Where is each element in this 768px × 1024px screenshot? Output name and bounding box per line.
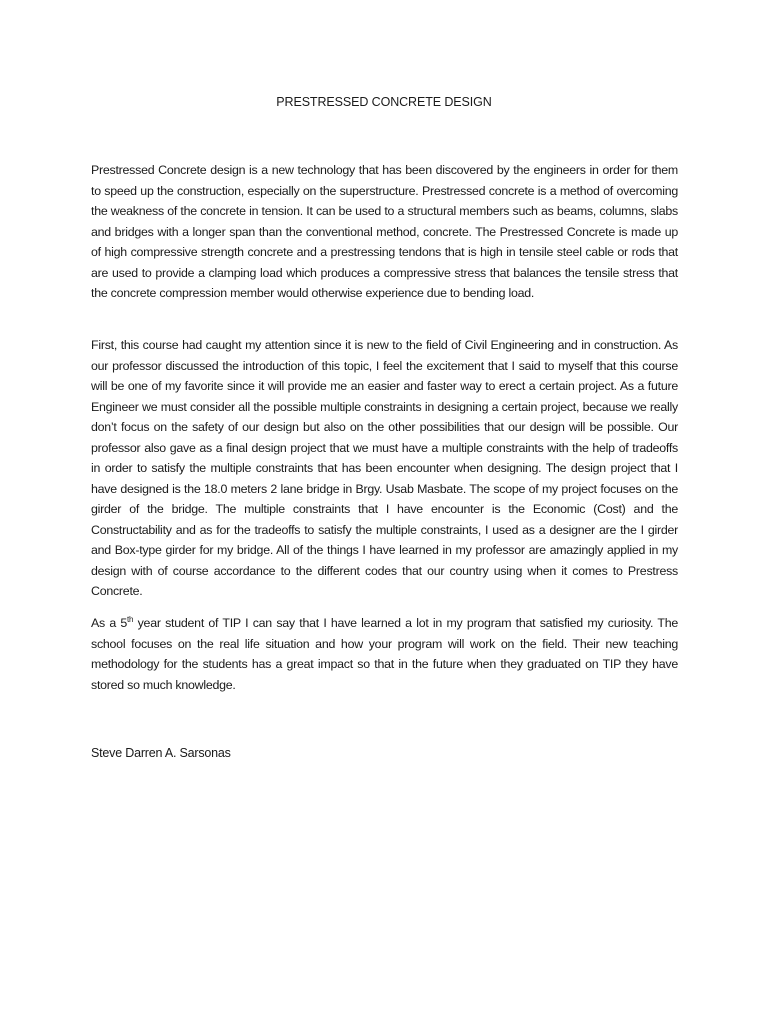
paragraph-1: Prestressed Concrete design is a new technology that has been discovered by the engineers in order for them to speed up the construction, especially on the superstructure. Prestressed concrete is a method of overcoming the weakness of the concrete in tension. It can be used to a structural members such as beams, columns, slabs and bridges with a longer span than the conventional method, concrete. The Prestressed Concrete is made up of high compressive strength concrete and a prestressing tendons that is high in tensile steel cable or rods that are used to provide a clamping load which produces a compressive stress that balances the tensile stress that the concrete compression member would otherwise experience due to bending load. bbox=[91, 163, 678, 300]
author-signature: Steve Darren A. Sarsonas bbox=[91, 746, 231, 760]
paragraph-3-rest: year student of TIP I can say that I have learned a lot in my program that satisfied my curiosity. The school focuses on the real life situation and how your program will work on the field. Their new teaching methodology for the students has a great impact so that in the future when they graduated on TIP they have stored so much knowledge. bbox=[91, 616, 678, 692]
ordinal-superscript: th bbox=[127, 614, 134, 624]
paragraph-3-start: As a 5 bbox=[91, 616, 128, 630]
document-title: PRESTRESSED CONCRETE DESIGN bbox=[276, 95, 492, 109]
paragraph-2: First, this course had caught my attention since it is new to the field of Civil Engineering and in construction. As our professor discussed the introduction of this topic, I feel the excitement that I said to myself that this course will be one of my favorite since it will provide me an easier and faster way to erect a certain project. As a future Engineer we must consider all the possible multiple constraints in designing a certain project, because we really don’t focus on the safety of our design but also on the other possibilities that our design will be possible. Our professor also gave as a final design project that we must have a multiple constraints with the help of tradeoffs in order to satisfy the multiple constraints that has been encounter when designing. The design project that I have designed is the 18.0 meters 2 lane bridge in Brgy. Usab Masbate. The scope of my project focuses on the girder of the bridge. The multiple constraints that I have encounter is the Economic (Cost) and the Constructability and as for the tradeoffs to satisfy the multiple constraints, I used as a designer are the I girder and Box-type girder for my bridge. All of the things I have learned in my professor are amazingly applied in my design with of course accordance to the different codes that our country using when it comes to Prestress Concrete. bbox=[91, 338, 678, 598]
paragraph-3 bbox=[91, 613, 678, 695]
